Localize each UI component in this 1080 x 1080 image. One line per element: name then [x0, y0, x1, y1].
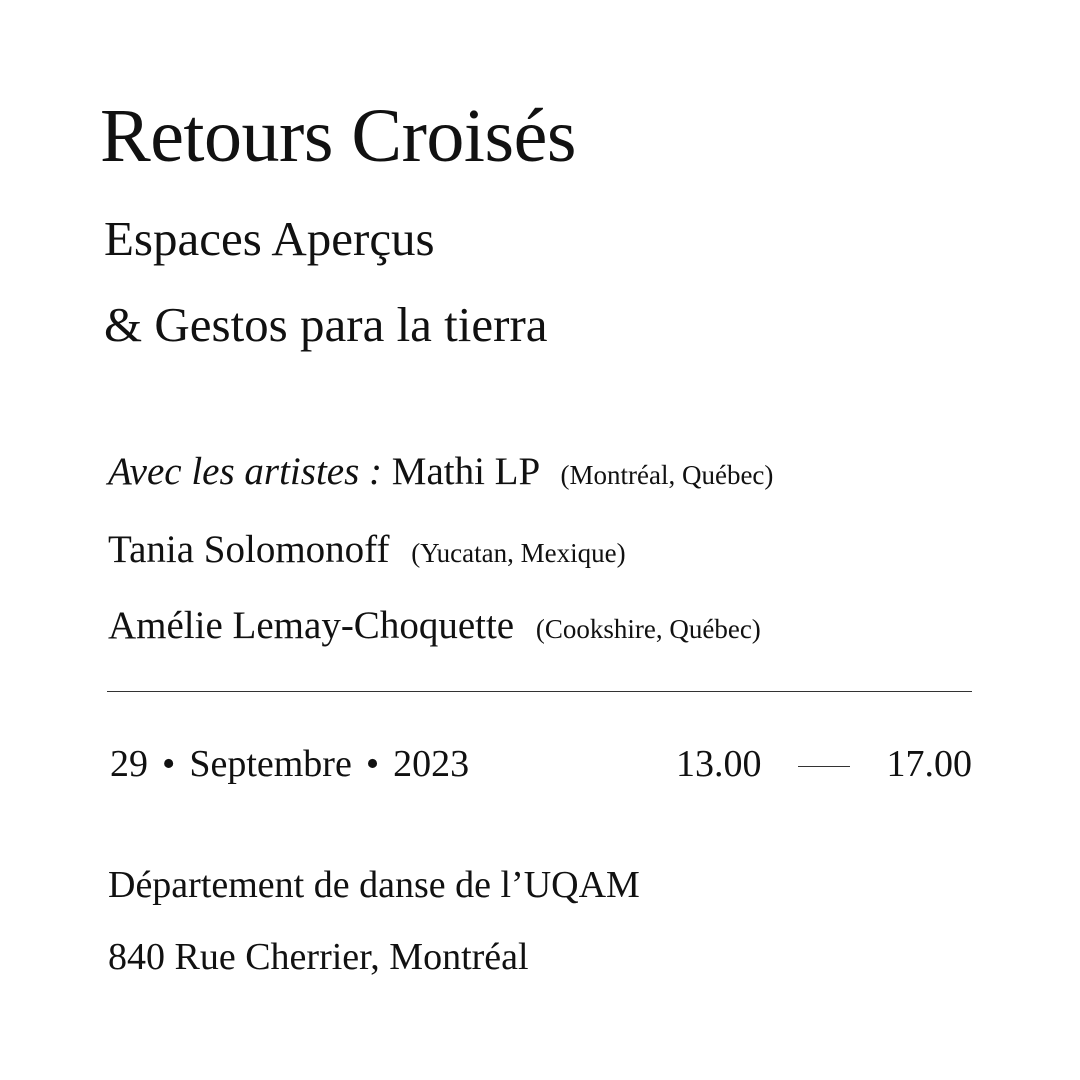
artist-location: (Cookshire, Québec) [535, 614, 761, 644]
time-start: 13.00 [676, 743, 762, 785]
artist-name: Mathi LP [391, 450, 539, 493]
event-title: Retours Croisés [100, 94, 576, 178]
event-date [110, 745, 469, 783]
artists-intro: Avec les artistes : [108, 450, 383, 493]
date-day: 29 [110, 743, 148, 785]
date-year: 2023 [393, 743, 470, 785]
subtitle-line-2: & Gestos para la tierra [104, 297, 548, 352]
date-separator: • [365, 743, 380, 785]
date-separator: • [162, 743, 176, 785]
event-time [676, 745, 972, 783]
artist-location: (Montréal, Québec) [560, 460, 774, 490]
artist-line-2 [108, 530, 626, 569]
date-month: Septembre [189, 743, 352, 785]
artist-location: (Yucatan, Mexique) [411, 538, 626, 568]
venue-name: Département de danse de l’UQAM [108, 864, 640, 906]
artist-line-3 [108, 606, 761, 645]
subtitle-line-1: Espaces Aperçus [104, 211, 435, 266]
time-range-dash [798, 766, 850, 767]
artist-line-1 [108, 452, 773, 491]
artist-name: Amélie Lemay-Choquette [108, 604, 515, 647]
artist-name: Tania Solomonoff [108, 528, 390, 571]
divider-line [107, 691, 972, 692]
time-end: 17.00 [886, 743, 972, 785]
venue-address: 840 Rue Cherrier, Montréal [108, 936, 529, 978]
